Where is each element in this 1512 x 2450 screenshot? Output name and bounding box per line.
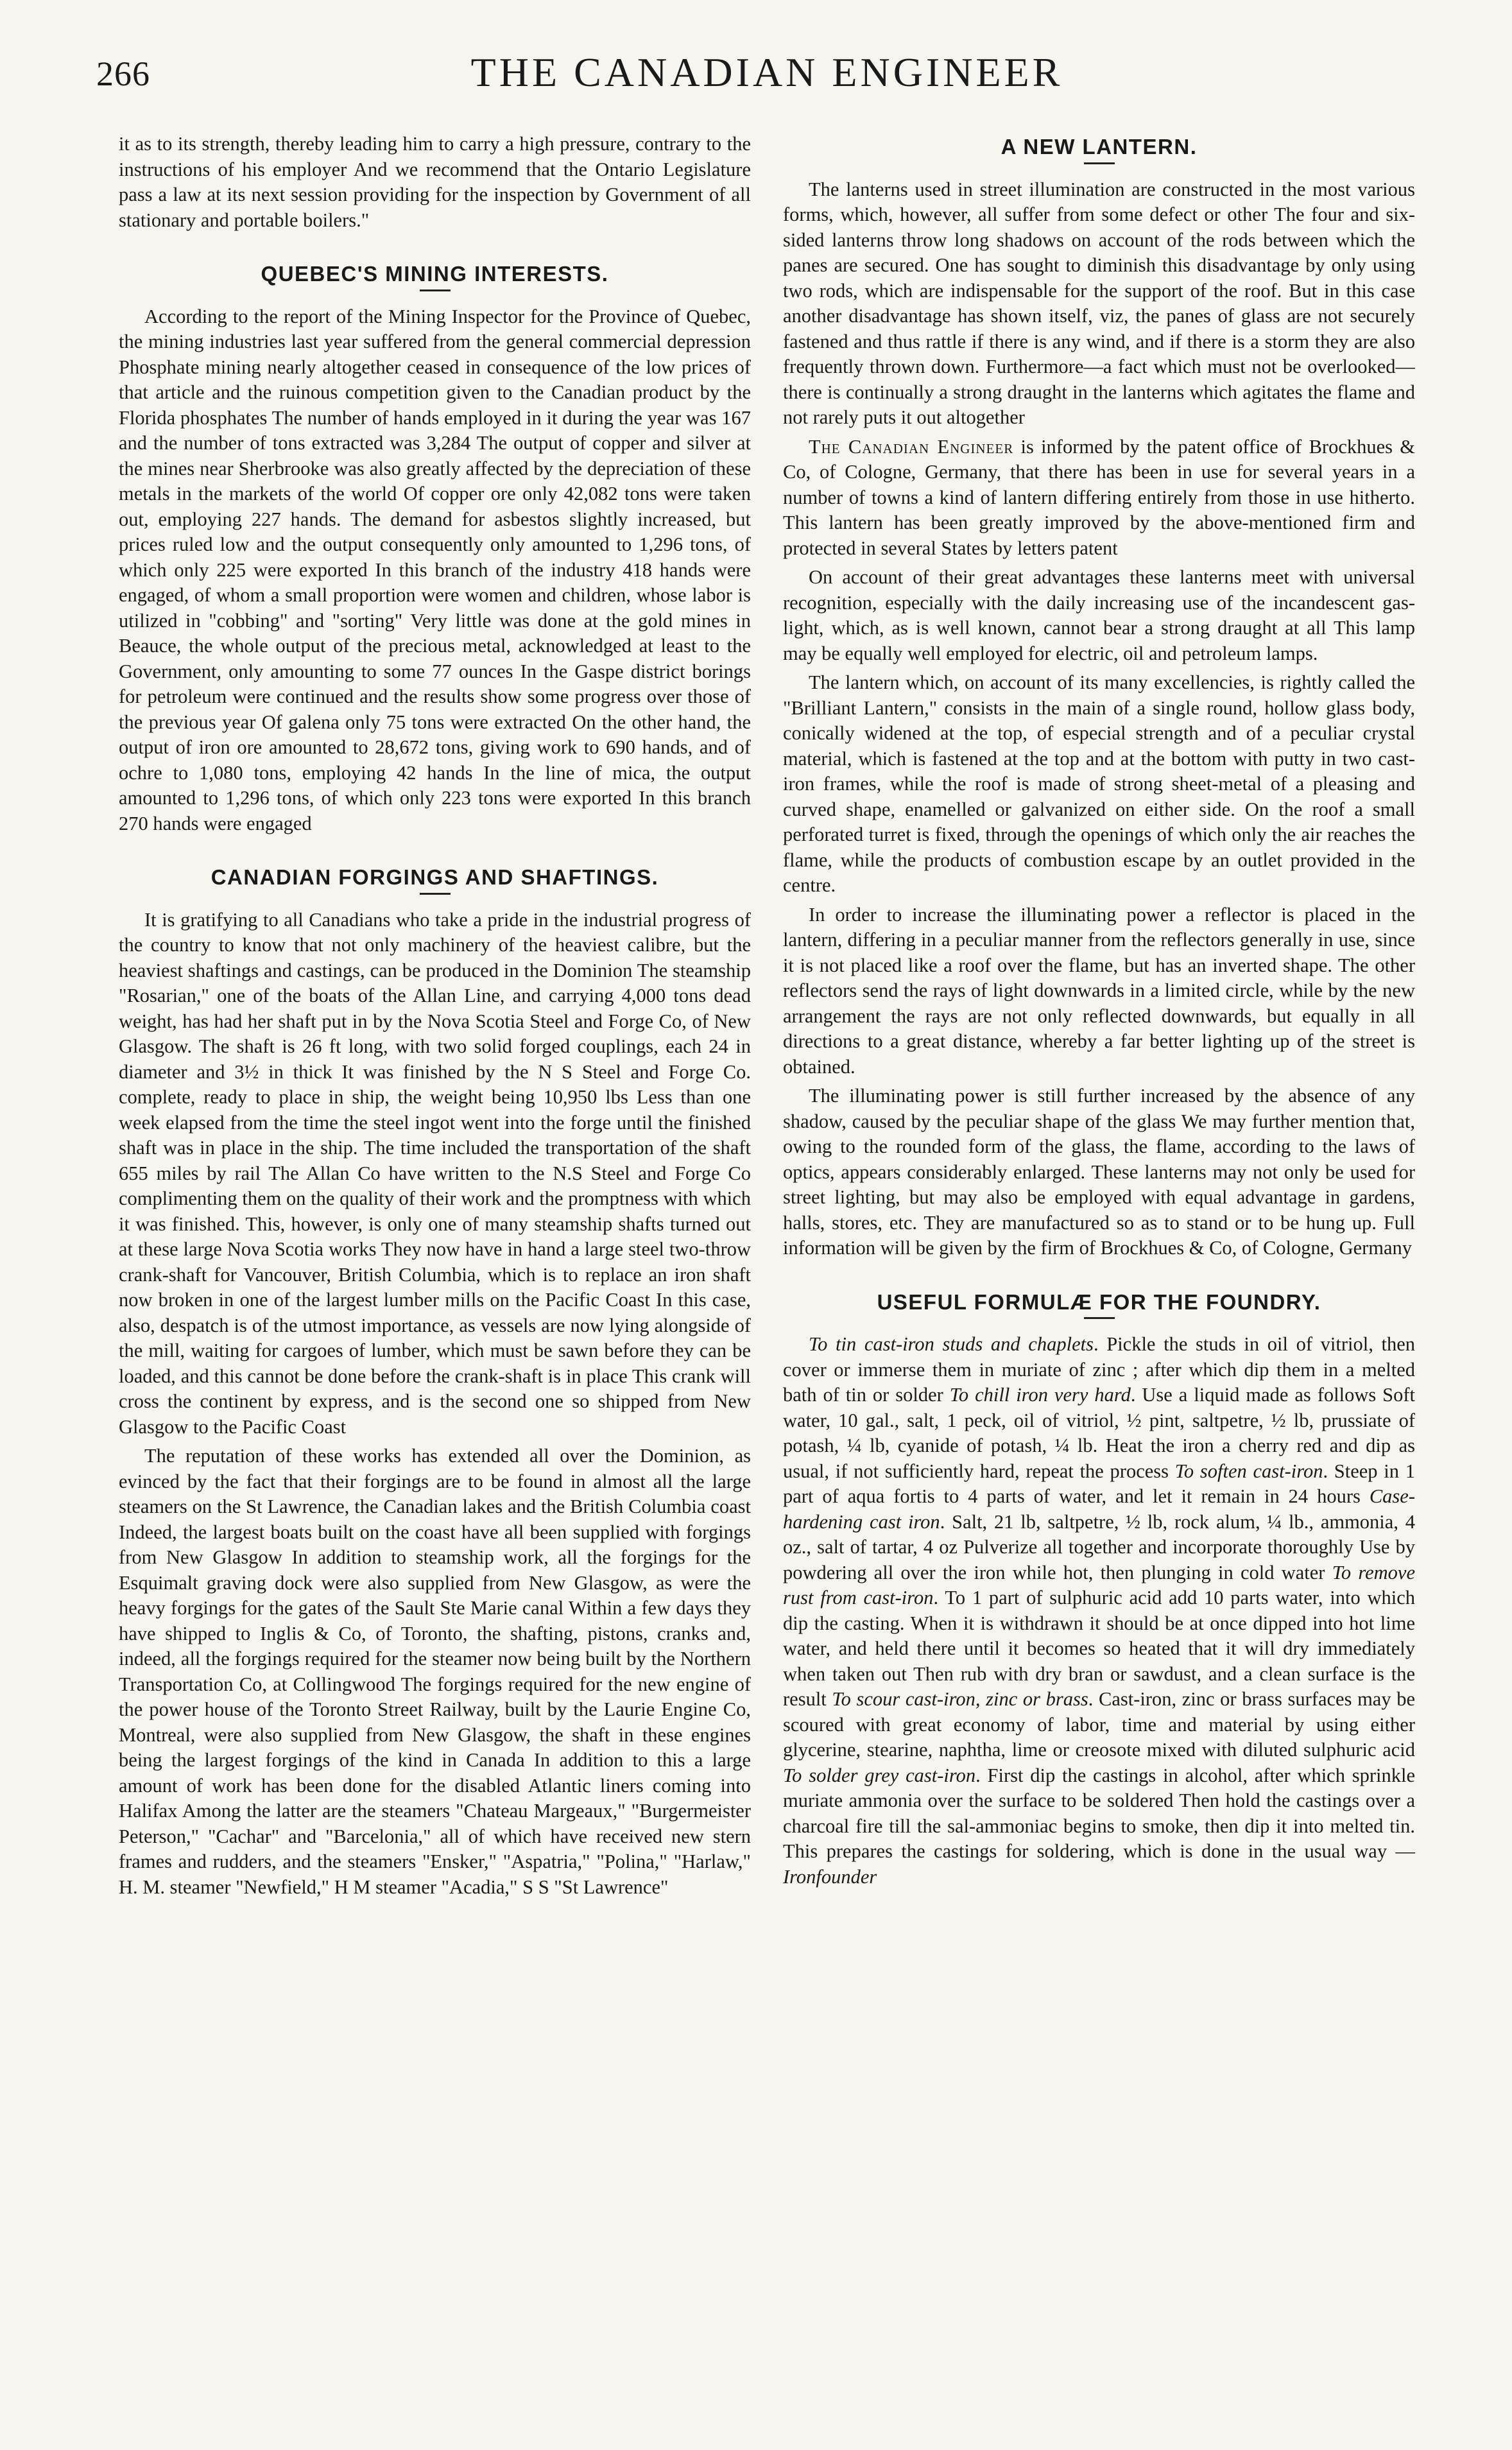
recipe-title: Case-hardening cast iron: [783, 1485, 1415, 1533]
intro-continuation: it as to its strength, thereby leading him to carry a high pressure, contrary to the instructions of his employer And we recommend that the Ontario Legislature pass a law at its next session providing for the inspection by Government of all stationary and portable boilers.": [119, 133, 751, 231]
page-header: [96, 45, 1438, 116]
quebec-mining-paragraph: According to the report of the Mining Inspector for the Province of Quebec, the mining industries last year suffered from the general commercial depression Phosphate mining nearly altogether ceased in consequence of the low prices of that article and the ruinous competition given to the Canadian product by the Florida phosphates The number of hands employed in it during the year was 167 and the number of tons extracted was 3,284 The output of copper and silver at the mines near Sherbrooke was also greatly affected by the depreciation of these metals in the markets of the world Of copper ore only 42,082 tons were taken out, employing 227 hands. The demand for asbestos slightly increased, but prices ruled low and the output consequently only amounted to 1,296 tons, of which only 225 were exported In this branch of the industry 418 hands were engaged, of whom a small proportion were women and children, whose labor is utilized in "cobbing" and "sorting" Very little was done at the gold mines in Beauce, the whole output of the precious metal, acknowledged at least to the Government, only amounting to some 77 ounces In the Gaspe district borings for petroleum were continued and the results show some progress over those of the previous year Of galena only 75 tons were extracted On the other hand, the output of iron ore amounted to 28,672 tons, giving work to 690 hands, and of ochre to 1,080 tons, employing 42 hands In the line of mica, the output amounted to 1,296 tons, of which only 223 tons were exported In this branch 270 hands were engaged: [119, 305, 751, 834]
heading-rule: [1084, 1317, 1115, 1319]
lantern-paragraph-2: [783, 435, 1415, 562]
recipe-text: . To 1 part of sulphuric acid add 10 parts water, into which dip the casting. When it is withdrawn it should be at once dipped into hot lime water, and held there until it becomes so heated that it will dry immediately when taken out Then rub with dry bran or sawdust, and a clean surface is the result: [783, 1587, 1415, 1710]
heading-rule: [420, 289, 451, 291]
forgings-heading: CANADIAN FORGINGS AND SHAFTINGS.: [210, 865, 659, 889]
heading-rule: [420, 893, 451, 895]
recipe-text: . Cast-iron, zinc or brass surfaces may be scoured with great economy of labor, time and material by using either glycerine, stearine, naphtha, lime or creosote mixed with diluted sulphuric acid: [783, 1688, 1415, 1761]
lantern-paragraph-5: In order to increase the illuminating power a reflector is placed in the lantern, differing in a peculiar manner from the reflectors generally in use, since it is not placed like a roof over the flame, but has an inverted shape. The other reflectors send the rays of light downwards in a limited circle, while by the new arrangement the rays are not only reflected downwards, but equally in all directions to a great distance, whereby a far better lighting up of the street is obtained.: [783, 903, 1415, 1078]
recipe-title: To solder grey cast-iron: [783, 1764, 976, 1786]
lantern-paragraph-2-text: is informed by the patent office of Brockhues & Co, of Cologne, Germany, that there has been in use for several years in a number of towns a kind of lantern differing entirely from those in use hitherto. This lantern has been greatly improved by the above-mentioned firm and protected in several States by letters patent: [783, 435, 1415, 559]
recipe-title: To soften cast-iron: [1174, 1460, 1323, 1482]
recipe-text: . Salt, 21 lb, saltpetre, ½ lb, rock alum, ¼ lb., ammonia, 4 oz., salt of tartar, 4 oz Pulverize all together and incorporate thoroughly Use by powdering all over the iron while hot, then plunging in cold water: [783, 1510, 1415, 1583]
formulae-heading: USEFUL FORMULÆ FOR THE FOUNDRY.: [877, 1290, 1321, 1314]
recipe-title: To remove rust from cast-iron: [783, 1561, 1415, 1609]
journal-name: The Canadian Engineer: [809, 435, 1014, 458]
running-title: THE CANADIAN ENGINEER: [470, 49, 1063, 95]
left-column: [119, 132, 751, 2417]
recipe-text: . Steep in 1 part of aqua fortis to 4 parts of water, and let it remain in 24 hours: [783, 1460, 1415, 1507]
recipe-title: To chill iron very hard: [949, 1384, 1131, 1406]
lantern-paragraph-6: The illuminating power is still further increased by the absence of any shadow, caused by the peculiar shape of the glass We may further mention that, owing to the rounded form of the glass, the flame, according to the laws of optics, appears considerably enlarged. These lanterns may not only be used for street lighting, but may also be employed with equal advantage in gardens, halls, stores, etc. They are manufactured so as to stand or to be hung up. Full information will be given by the firm of Brockhues & Co, of Cologne, Germany: [783, 1085, 1415, 1259]
forgings-paragraph-1: It is gratifying to all Canadians who take a pride in the industrial progress of the country to know that not only machinery of the heaviest calibre, but the heaviest shaftings and castings, can be produced in the Dominion The steamship "Rosarian," one of the boats of the Allan Line, and carrying 4,000 tons dead weight, has had her shaft put in by the Nova Scotia Steel and Forge Co, of New Glasgow. The shaft is 26 ft long, with two solid forged couplings, each 24 in diameter and 3½ in thick It was finished by the N S Steel and Forge Co. complete, ready to place in ship, the weight being 10,950 lbs Less than one week elapsed from the time the steel ingot went into the forge until the finished shaft was in place in the ship. The time included the transportation of the shaft 655 miles by rail The Allan Co have written to the N.S Steel and Forge Co complimenting them on the quality of their work and the promptness with which it was finished. This, however, is only one of many steamship shafts turned out at these large Nova Scotia works They now have in hand a large steel two-throw crank-shaft for Vancouver, British Columbia, which is to replace an iron shaft now broken in one of the largest lumber mills on the Pacific Coast In this case, also, despatch is of the utmost importance, as vessels are now lying alongside of the mill, waiting for cargoes of lumber, which must be sawn before they can be loaded, and this cannot be done before the crank-shaft is in place This crank will cross the continent by express, and is the second one so shipped from New Glasgow to the Pacific Coast: [119, 908, 751, 1438]
formulae-paragraph: [783, 1332, 1415, 1890]
lantern-paragraph-1: The lanterns used in street illumination are constructed in the most various forms, which, however, all suffer from some defect or other The four and six-sided lanterns throw long shadows on account of the rods between which the panes are secured. One has sought to diminish this disadvantage by only using two rods, which are indispensable for the support of the roof. But in this case another disadvantage has shown itself, viz, the panes of glass are not securely fastened and thus rattle if there is any wind, and if there is a storm they are also frequently thrown down. Furthermore—a fact which must not be overlooked—there is continually a strong draught in the lanterns which agitates the flame and not rarely puts it out altogether: [783, 178, 1415, 428]
source-signature: Ironfounder: [783, 1865, 877, 1888]
recipe-text: . Use a liquid made as follows Soft water, 10 gal., salt, 1 peck, oil of vitriol, ½ pint, saltpetre, ½ lb, prussiate of potash, ¼ lb, cyanide of potash, ¼ lb. Heat the iron a cherry red and dip as usual, if not sufficiently hard, repeat the process: [783, 1384, 1415, 1482]
page-number: 266: [96, 55, 150, 93]
quebec-mining-heading: QUEBEC'S MINING INTERESTS.: [261, 262, 609, 286]
recipe-text: . Pickle the studs in oil of vitriol, then cover or immerse them in muriate of zinc ; after which dip them in a melted bath of tin or solder: [783, 1333, 1415, 1406]
heading-rule: [1084, 162, 1115, 164]
lantern-paragraph-3: On account of their great advantages these lanterns meet with universal recognition, especially with the daily increasing use of the incandescent gas-light, which, as is well known, cannot bear a strong draught at all This lamp may be equally well employed for electric, oil and petroleum lamps.: [783, 566, 1415, 664]
recipe-text: . First dip the castings in alcohol, after which sprinkle muriate ammonia over the surface to be soldered Then hold the castings over a charcoal fire till the sal-ammoniac begins to smoke, then dip it into melted tin. This prepares the castings for soldering, which is done in the usual way —: [783, 1764, 1415, 1862]
forgings-paragraph-2: The reputation of these works has extended all over the Dominion, as evinced by the fact that their forgings are to be found in almost all the large steamers on the St Lawrence, the Canadian lakes and the British Columbia coast Indeed, the largest boats built on the coast have all been supplied with forgings from New Glasgow In addition to steamship work, all the forgings for the Esquimalt graving dock were also supplied from New Glasgow, as were the heavy forgings for the gates of the Sault Ste Marie canal Within a few days they have shipped to Inglis & Co, of Toronto, the shafting, pistons, cranks and, indeed, all the forgings required for the steamer now being built by the Northern Transportation Co, at Collingwood The forgings required for the new engine of the power house of the Toronto Street Railway, built by the Laurie Engine Co, Montreal, were also supplied from New Glasgow, the shaft in these engines being the largest forgings of the kind in Canada In addition to this a large amount of work has been done for the disabled Atlantic liners coming into Halifax Among the latter are the steamers "Chateau Margeaux," "Burgermeister Peterson," "Cachar" and "Barcelonia," all of which have received new stern frames and rudders, and the steamers "Ensker," "Aspatria," "Polina," "Harlaw," H. M. steamer "Newfield," H M steamer "Acadia," S S "St Lawrence": [119, 1445, 751, 1898]
lantern-heading: A NEW LANTERN.: [1001, 135, 1198, 159]
right-column: [783, 132, 1415, 2417]
lantern-paragraph-4: The lantern which, on account of its many excellencies, is rightly called the "Brilliant Lantern," consists in the main of a single round, hollow glass body, conically widened at the top, of especial strength and of a peculiar crystal material, which is fastened at the top and at the bottom with putty in two cast-iron frames, while the roof is made of strong sheet-metal of a pleasing and curved shape, enamelled or galvanized on either side. On the roof a small perforated turret is fixed, through the openings of which only the air reaches the flame, while the products of combustion escape by an outlet provided in the centre.: [783, 671, 1415, 896]
recipe-title: To tin cast-iron studs and chaplets: [809, 1333, 1094, 1355]
recipe-title: To scour cast-iron, zinc or brass: [832, 1688, 1088, 1710]
